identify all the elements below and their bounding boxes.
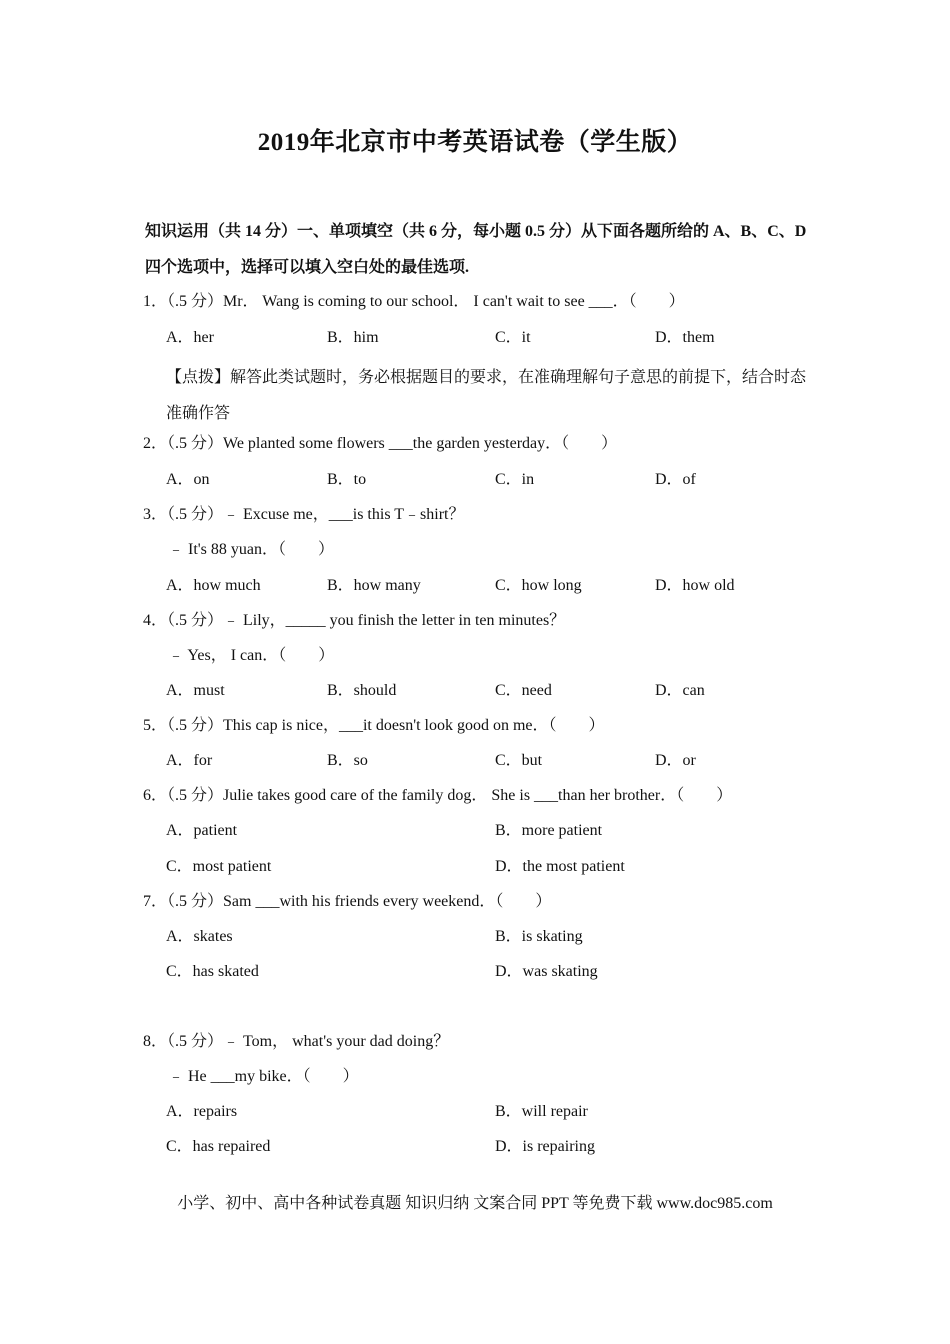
question-8-reply: ﹣ He ___my bike．（ ） bbox=[168, 1068, 359, 1085]
question-8-option-d: D．is repairing bbox=[495, 1138, 595, 1155]
question-1-option-c: C．it bbox=[495, 329, 531, 346]
question-5-option-a: A．for bbox=[166, 752, 213, 769]
question-5-option-d: D．or bbox=[655, 752, 696, 769]
question-6-option-d: D．the most patient bbox=[495, 858, 625, 875]
question-4-option-d: D．can bbox=[655, 682, 705, 699]
question-6-option-c: C．most patient bbox=[166, 858, 272, 875]
question-6-option-b: B．more patient bbox=[495, 822, 603, 839]
question-1-option-a: A．her bbox=[166, 329, 214, 346]
question-3-option-d: D．how old bbox=[655, 577, 735, 594]
question-3-option-a: A．how much bbox=[166, 577, 261, 594]
question-4-stem: 4．（.5 分）﹣ Lily，_____ you finish the letter in ten minutes？ bbox=[143, 612, 566, 629]
question-2-option-c: C．in bbox=[495, 471, 535, 488]
question-3-stem: 3．（.5 分）﹣ Excuse me，___is this T﹣shirt？ bbox=[143, 506, 465, 523]
question-3-reply: ﹣ It's 88 yuan．（ ） bbox=[168, 541, 334, 558]
question-6-option-a: A．patient bbox=[166, 822, 238, 839]
question-8-option-c: C．has repaired bbox=[166, 1138, 271, 1155]
question-7-option-b: B．is skating bbox=[495, 928, 583, 945]
page-title: 2019年北京市中考英语试卷（学生版） bbox=[257, 129, 693, 156]
question-2-option-a: A．on bbox=[166, 471, 210, 488]
question-5-stem: 5．（.5 分）This cap is nice，___it doesn't look good on me．（ ） bbox=[143, 717, 605, 734]
question-4-option-a: A．must bbox=[166, 682, 225, 699]
question-3-option-b: B．how many bbox=[327, 577, 421, 594]
question-1-hint: 【点拨】解答此类试题时，务必根据题目的要求，在准确理解句子意思的前提下，结合时态准确作答 bbox=[166, 369, 807, 422]
question-3-option-c: C．how long bbox=[495, 577, 582, 594]
question-8-option-a: A．repairs bbox=[166, 1103, 238, 1120]
question-8-stem: 8．（.5 分）﹣ Tom， what's your dad doing？ bbox=[143, 1033, 450, 1050]
question-1-stem: 1．（.5 分）Mr． Wang is coming to our school． I can't wait to see ___．（ ） bbox=[143, 293, 685, 310]
question-5-option-b: B．so bbox=[327, 752, 368, 769]
question-4-option-b: B．should bbox=[327, 682, 397, 699]
question-6-stem: 6．（.5 分）Julie takes good care of the family dog． She is ___than her brother．（ ） bbox=[143, 787, 733, 804]
question-4-reply: ﹣ Yes， I can．（ ） bbox=[168, 647, 335, 664]
section-instructions: 知识运用（共 14 分）一、单项填空（共 6 分，每小题 0.5 分）从下面各题所给的 A、B、C、D 四个选项中，选择可以填入空白处的最佳选项. bbox=[145, 223, 807, 276]
question-1-option-d: D．them bbox=[655, 329, 715, 346]
question-2-stem: 2．（.5 分）We planted some flowers ___the garden yesterday．（ ） bbox=[143, 435, 618, 452]
footer-text: 小学、初中、高中各种试卷真题 知识归纳 文案合同 PPT 等免费下载 www.doc985.com bbox=[177, 1195, 773, 1212]
question-2-option-b: B．to bbox=[327, 471, 367, 488]
question-1-option-b: B．him bbox=[327, 329, 379, 346]
question-4-option-c: C．need bbox=[495, 682, 552, 699]
question-7-stem: 7．（.5 分）Sam ___with his friends every weekend．（ ） bbox=[143, 893, 552, 910]
question-7-option-a: A．skates bbox=[166, 928, 233, 945]
question-7-option-d: D．was skating bbox=[495, 963, 598, 980]
question-5-option-c: C．but bbox=[495, 752, 543, 769]
question-2-option-d: D．of bbox=[655, 471, 696, 488]
question-8-option-b: B．will repair bbox=[495, 1103, 588, 1120]
question-7-option-c: C．has skated bbox=[166, 963, 259, 980]
